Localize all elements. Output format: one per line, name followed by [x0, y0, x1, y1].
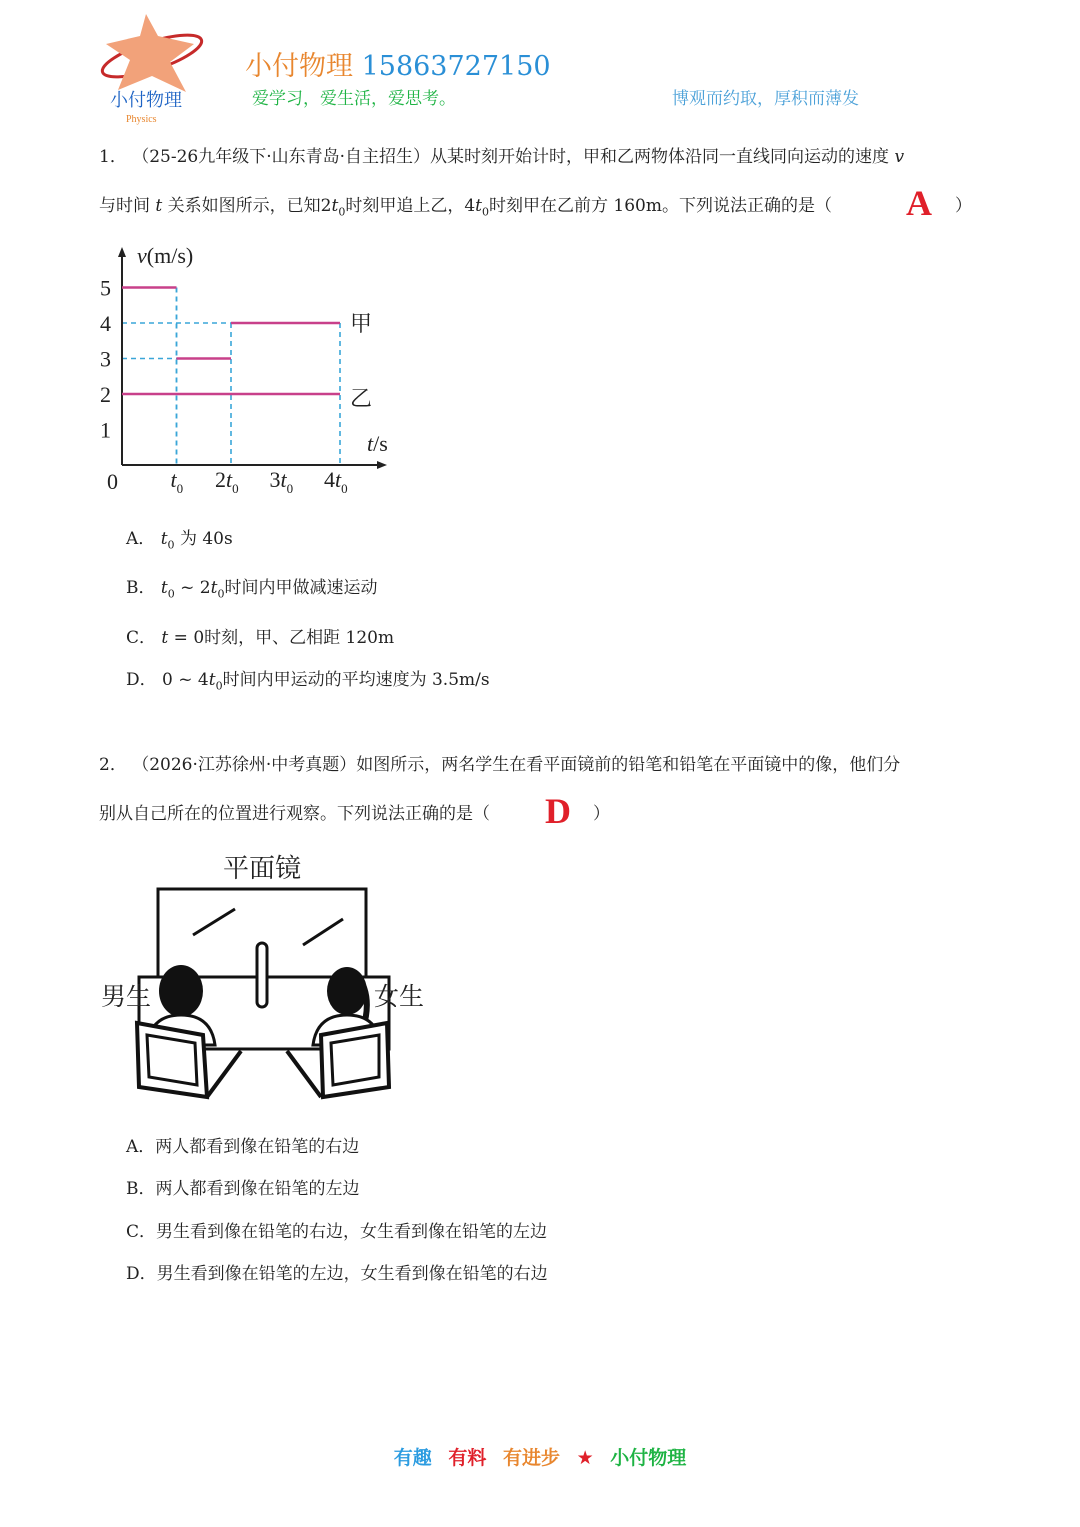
footer-part4: 小付物理 — [610, 1447, 687, 1469]
boy-label: 男生 — [101, 984, 152, 1011]
q1-paren-close: ） — [955, 196, 972, 216]
q2-option-b[interactable]: B．两人都看到像在铅笔的左边 — [126, 1179, 360, 1199]
x-tick-label-4: $4t_0$ — [324, 467, 348, 496]
q1-option-a-math: $t_0$ — [160, 529, 175, 552]
q1-math-4t0: $4t_0$ — [464, 196, 489, 219]
q1-stem-2b: 关系如图所示，已知 — [167, 196, 321, 216]
q2-line1 — [99, 750, 900, 775]
y-axis-arrow — [118, 247, 126, 257]
q1-option-a-label: A． — [126, 529, 156, 549]
x-tick-label-2: $2t_0$ — [215, 467, 239, 496]
q1-option-d[interactable] — [126, 665, 490, 692]
girl-head — [327, 967, 367, 1015]
q1-stem-1: （25-26九年级下·山东青岛·自主招生）从某时刻开始计时，甲和乙两物体沿同一直线同向运动的速度 — [132, 147, 890, 167]
q1-option-a-text: 为 40s — [179, 529, 233, 549]
pencil — [257, 943, 267, 1007]
q1-option-b-text: 时间内甲做减速运动 — [224, 578, 378, 598]
footer-part1: 有趣 — [393, 1447, 432, 1469]
q2-option-a[interactable]: A．两人都看到像在铅笔的右边 — [126, 1137, 360, 1157]
origin-label: 0 — [107, 469, 118, 494]
q1-answer: A — [906, 183, 932, 223]
footer-part3: 有进步 — [502, 1447, 560, 1469]
q1-var-t: t — [155, 196, 163, 216]
brand-name: 小付物理 — [245, 51, 353, 82]
chart-guides — [122, 288, 340, 466]
y-tick-label-1: 1 — [100, 417, 111, 443]
q1-option-c-math: t = 0 — [161, 628, 205, 648]
y-tick-label-3: 3 — [100, 346, 111, 372]
q2-answer: D — [545, 791, 571, 831]
boy-head — [159, 965, 203, 1017]
boy-chair-leg — [207, 1051, 241, 1097]
q1-line2 — [99, 191, 832, 218]
q2-stem-1: （2026·江苏徐州·中考真题）如图所示，两名学生在看平面镜前的铅笔和铅笔在平面镜中的像，他们分 — [132, 755, 901, 775]
y-tick-label-5: 5 — [100, 275, 111, 301]
mirror-figure — [95, 845, 435, 1110]
q1-option-a[interactable] — [126, 524, 233, 551]
q1-line1 — [99, 142, 904, 167]
chart-labels — [100, 243, 388, 496]
q1-stem-2a: 与时间 — [99, 196, 150, 216]
brand-title — [245, 44, 551, 83]
y-tick-label-4: 4 — [100, 311, 111, 336]
logo-sub: Physics — [126, 114, 157, 125]
y-axis-label: v(m/s) — [137, 243, 194, 268]
q1-option-b-math: $t_0$ ~ $2t_0$ — [160, 578, 225, 601]
series-label-yi: 乙 — [350, 386, 373, 411]
y-tick-label-2: 2 — [100, 382, 111, 407]
girl-chair-leg — [287, 1051, 321, 1097]
q1-option-d-text: 时间内甲运动的平均速度为 3.5m/s — [222, 670, 490, 690]
series-label-jia: 甲 — [350, 311, 373, 336]
q2-stem-2: 别从自己所在的位置进行观察。下列说法正确的是（ — [99, 804, 490, 824]
star-icon: ★ — [576, 1447, 594, 1469]
q1-option-c[interactable] — [126, 623, 394, 648]
slogan-left: 爱学习，爱生活，爱思考。 — [252, 89, 456, 109]
logo — [96, 10, 208, 128]
q1-option-c-label: C． — [126, 628, 157, 648]
q1-math-2t0: $2t_0$ — [320, 196, 346, 219]
q1-number: 1． — [99, 147, 127, 167]
reflection-stroke-right — [303, 919, 343, 945]
reflection-stroke-left — [193, 909, 235, 935]
q2-option-c[interactable]: C．男生看到像在铅笔的右边，女生看到像在铅笔的左边 — [126, 1222, 548, 1242]
x-axis-label: t/s — [367, 431, 388, 456]
footer-part2: 有料 — [448, 1447, 487, 1469]
x-tick-label-1: $t_0$ — [170, 467, 184, 496]
q2-paren-close: ） — [593, 804, 610, 824]
q1-option-d-math: 0 ~ $4t_0$ — [162, 670, 223, 693]
footer — [0, 1443, 1080, 1470]
q1-stem-2c: 时刻甲追上乙， — [345, 196, 465, 216]
q2-option-d[interactable]: D．男生看到像在铅笔的左边，女生看到像在铅笔的右边 — [126, 1264, 548, 1284]
slogan-right: 博观而约取，厚积而薄发 — [672, 89, 859, 109]
q1-stem-2d: 时刻甲在乙前方 160m。下列说法正确的是（ — [489, 196, 832, 216]
logo-text: 小付物理 — [110, 90, 182, 110]
q1-option-c-text: 时刻，甲、乙相距 120m — [204, 628, 395, 648]
q2-number: 2． — [99, 755, 127, 775]
q1-option-d-label: D． — [126, 670, 157, 690]
brand-phone: 15863727150 — [361, 51, 551, 82]
vt-chart — [95, 235, 405, 505]
q1-option-b-label: B． — [126, 578, 156, 598]
girl-label: 女生 — [374, 984, 425, 1011]
mirror-label: 平面镜 — [223, 854, 302, 883]
q2-line2 — [99, 799, 490, 824]
x-tick-label-3: $3t_0$ — [269, 467, 294, 496]
q1-option-b[interactable] — [126, 573, 377, 600]
q1-var-v: v — [894, 147, 905, 167]
x-axis-arrow — [377, 461, 387, 469]
